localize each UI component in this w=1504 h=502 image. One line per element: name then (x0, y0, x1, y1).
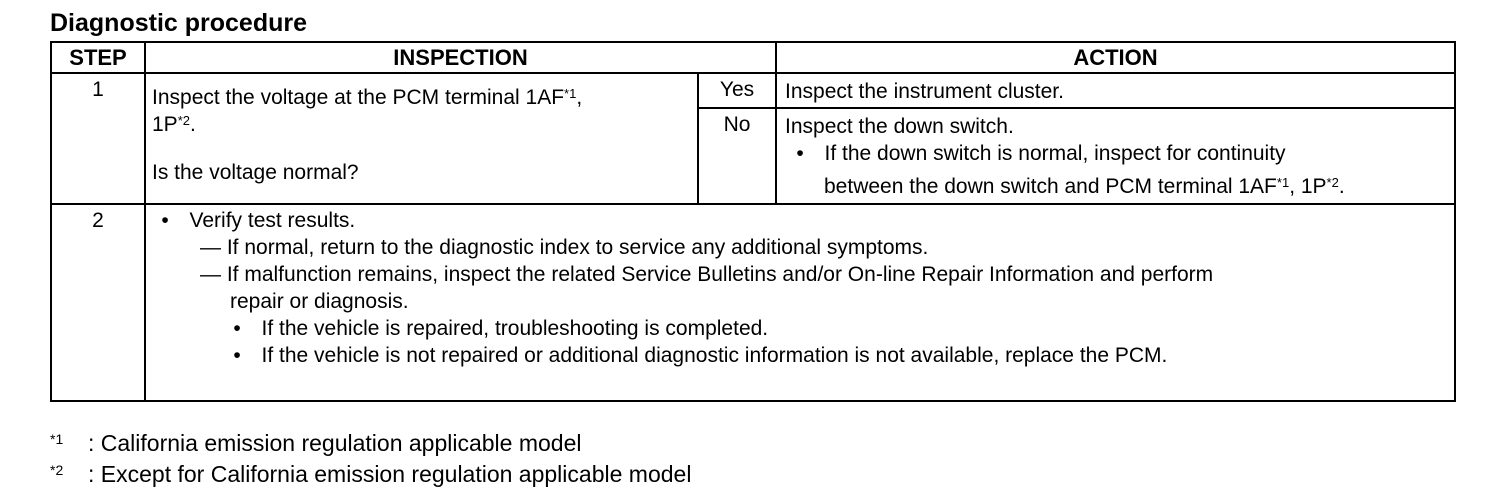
step1-no-action (776, 108, 1455, 204)
step2-dash2-line1: — If malfunction remains, inspect the related Service Bulletins and/or On-line Repair Information and perform (200, 263, 1214, 286)
step1-no-action-text: Inspect the down switch. (785, 115, 1014, 138)
step1-no-label: No (698, 108, 776, 204)
step2-content (145, 204, 1455, 401)
step2-row (51, 204, 1455, 401)
step1-inspection (145, 73, 698, 204)
step2-sub2: • If the vehicle is not repaired or additional diagnostic information is not available, replace the PCM. (158, 342, 1454, 369)
step1-number: 1 (51, 73, 145, 204)
footnote-2: *2 : Except for California emission regulation applicable model (50, 461, 692, 487)
step2-number: 2 (51, 204, 145, 401)
footnotes (50, 428, 691, 490)
step1-inspection-line2: $1P^{*2}$. (152, 113, 196, 136)
step1-yes-label: Yes (698, 73, 776, 108)
step1-no-bullet-line2: between the down switch and PCM terminal 1AF$^{*1}$, $1P^{*2}$. (824, 175, 1345, 198)
bullet-icon: • (233, 344, 241, 367)
step2-sub1: • If the vehicle is repaired, troubleshooting is completed. (158, 315, 1454, 342)
bullet-icon: • (161, 209, 169, 232)
step1-row-yes (51, 73, 1455, 108)
step1-no-bullet-line1: • If the down switch is normal, inspect for continuity (785, 140, 1454, 167)
table-header-row (51, 42, 1455, 73)
header-inspection: INSPECTION (145, 42, 776, 73)
diagnostic-table (50, 41, 1456, 402)
bullet-icon: • (796, 142, 804, 165)
step2-bullet: • Verify test results. (158, 207, 1454, 234)
bullet-icon: • (233, 317, 241, 340)
step2-dash2-line2: repair or diagnosis. (230, 290, 409, 313)
step2-dash1: — If normal, return to the diagnostic index to service any additional symptoms. (200, 236, 929, 259)
header-action: ACTION (776, 42, 1455, 73)
step1-question: Is the voltage normal? (152, 161, 359, 184)
step1-inspection-line1: Inspect the voltage at the PCM terminal 1AF$^{*1}$, (152, 86, 583, 109)
step1-yes-action: Inspect the instrument cluster. (776, 73, 1455, 108)
page-title: Diagnostic procedure (50, 9, 307, 37)
footnote-1: *1 : California emission regulation applicable model (50, 430, 582, 456)
header-step: STEP (51, 42, 145, 73)
